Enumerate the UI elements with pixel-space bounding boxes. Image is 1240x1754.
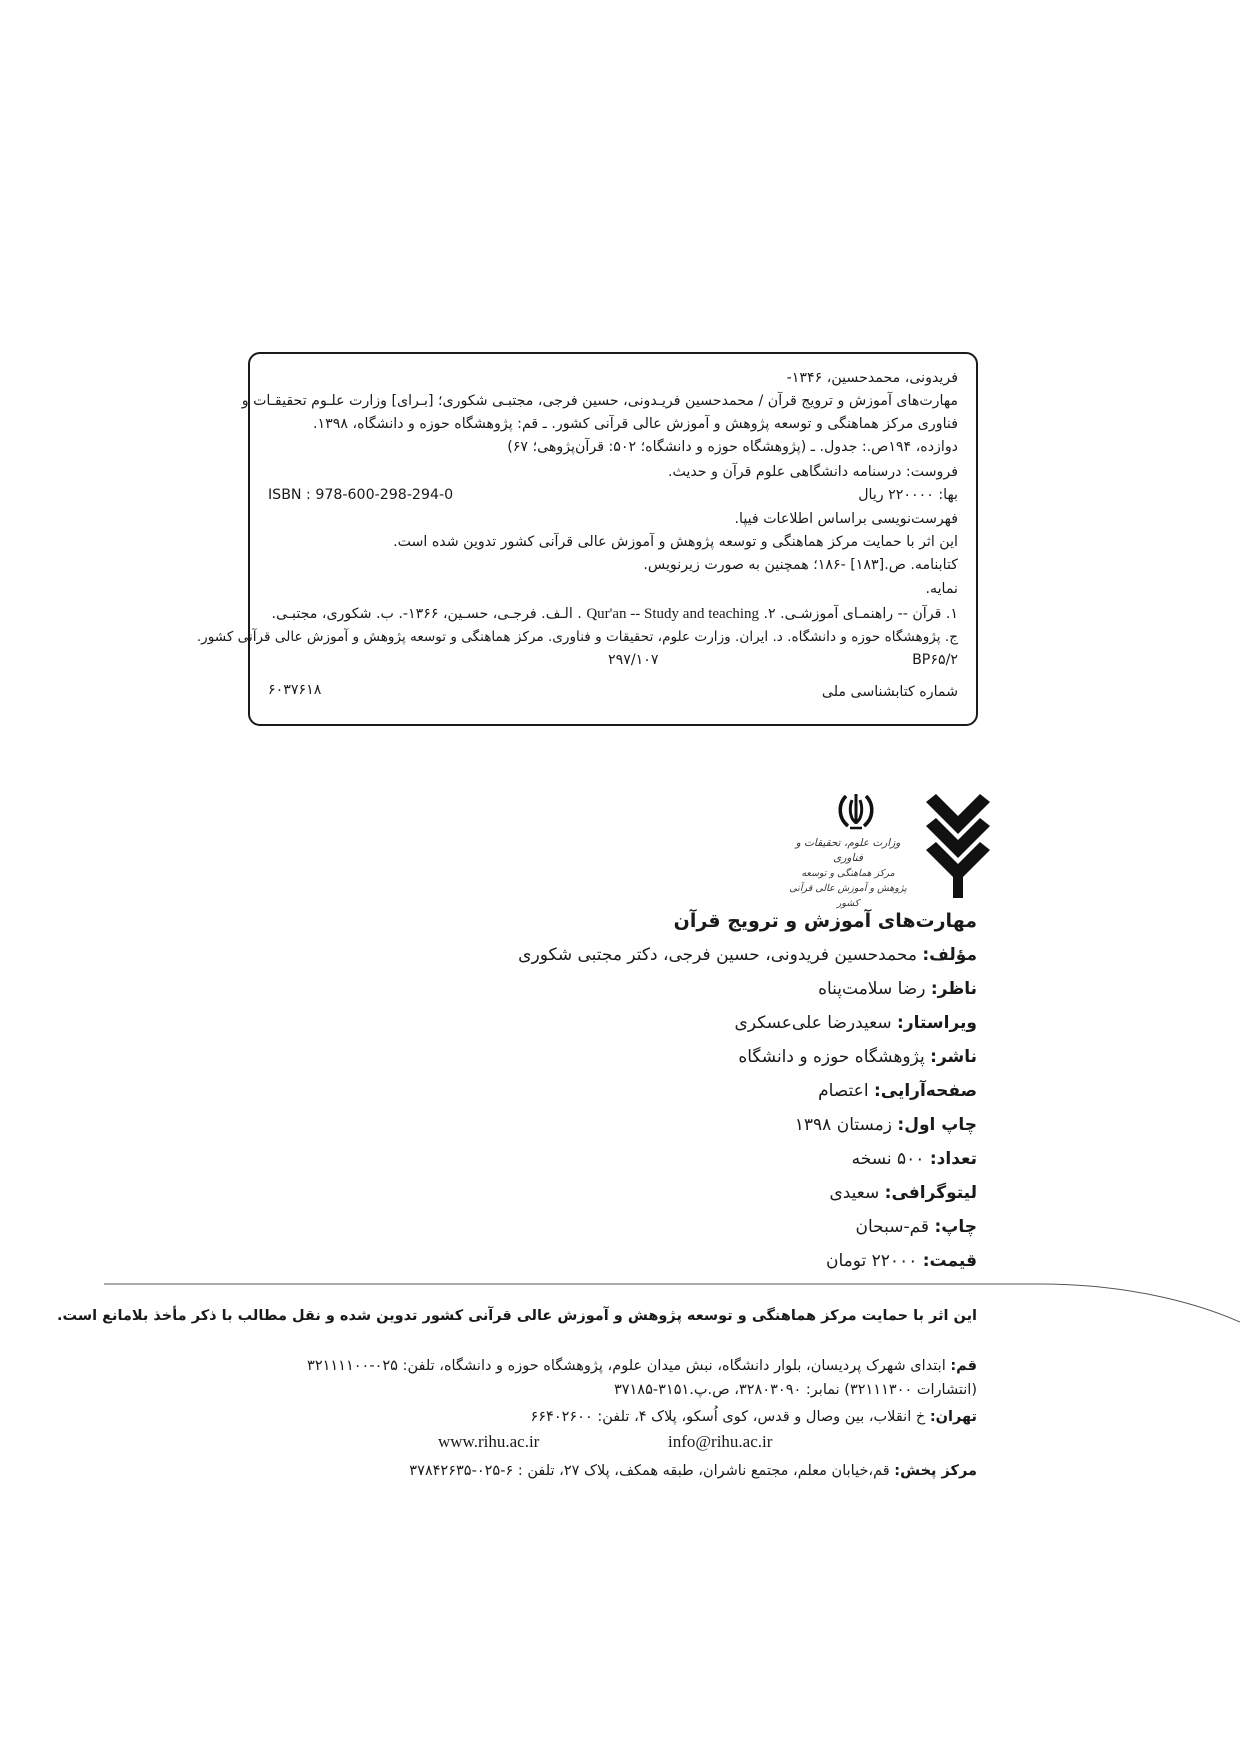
cip-added-entries: . الـف. فرجـی، حسـین، ۱۳۶۶-. ب. شکوری، مجتبـی. — [271, 606, 582, 622]
cataloging-in-publication-box — [196, 352, 978, 726]
qom-contact-line: (انتشارات ۳۲۱۱۱۳۰۰) نمابر: ۳۲۸۰۳۰۹۰، ص.پ.۳۱۵۱-۳۷۱۸۵ — [613, 1382, 977, 1398]
edition-value: زمستان ۱۳۹۸ — [794, 1115, 898, 1135]
publisher-logo-icon — [926, 792, 990, 898]
cip-subject-en: Qur'an -- Study and teaching — [586, 606, 759, 622]
iran-emblem-icon — [836, 790, 876, 832]
cip-imprint-line: فناوری مرکز هماهنگی و توسعه پژوهش و آموزش عالی قرآنی کشور. ـ قم: پژوهشگاه حوزه و دانشگاه، ۱۳۹۸. — [312, 416, 958, 432]
cip-subject-fa: ۱. قرآن -- راهنمـای آموزشـی. ۲. — [763, 606, 958, 622]
center-name: مرکز هماهنگی و توسعه پژوهش و آموزش عالی قرآنی کشور — [789, 868, 907, 909]
edition-row — [795, 1114, 977, 1136]
copies-row — [852, 1148, 977, 1170]
copies-label: تعداد: — [929, 1149, 977, 1169]
email-link[interactable]: info@rihu.ac.ir — [668, 1432, 773, 1451]
printing-row — [855, 1216, 977, 1238]
isbn: ISBN : 978-600-298-294-0 — [268, 487, 454, 503]
cip-support-note: این اثر با حمایت مرکز هماهنگی و توسعه پژوهش و آموزش عالی قرآنی کشور تدوین شده است. — [393, 534, 958, 550]
copies-value: ۵۰۰ نسخه — [851, 1149, 930, 1169]
cip-subjects-line — [268, 604, 958, 624]
qom-label: قم: — [950, 1358, 977, 1374]
cip-fipa-note: فهرست‌نویسی براساس اطلاعات فیپا. — [734, 511, 958, 527]
national-bibliography-number: ۶۰۳۷۶۱۸ — [268, 682, 322, 698]
printing-value: قم-سبحان — [855, 1217, 935, 1237]
ministry-name: وزارت علوم، تحقیقات و فناوری — [795, 837, 901, 864]
tehran-label: تهران: — [929, 1409, 977, 1425]
author-row — [518, 944, 977, 966]
edition-label: چاپ اول: — [897, 1115, 977, 1135]
supervisor-row — [818, 978, 977, 1000]
lithography-row — [829, 1182, 977, 1204]
layout-label: صفحه‌آرایی: — [873, 1081, 977, 1101]
editor-label: ویراستار: — [897, 1013, 977, 1033]
qom-address: ابتدای شهرک پردیسان، بلوار دانشگاه، نبش میدان علوم، پژوهشگاه حوزه و دانشگاه، تلفن: ۰۲۵-۳۲۱۱۱۱۰۰ — [307, 1358, 951, 1374]
dewey-classification: ۲۹۷/۱۰۷ — [608, 652, 659, 668]
publisher-row — [738, 1046, 977, 1068]
printing-label: چاپ: — [934, 1217, 977, 1237]
tehran-address: خ انقلاب، بین وصال و قدس، کوی اُسکو، پلاک ۴، تلفن: ۶۶۴۰۲۶۰۰ — [530, 1409, 930, 1425]
lithography-label: لیتوگرافی: — [884, 1183, 977, 1203]
supervisor-label: ناظر: — [930, 979, 977, 999]
editor-value: سعیدرضا علی‌عسکری — [734, 1013, 898, 1033]
cip-author-line: فریدونی، محمدحسین، ۱۳۴۶- — [786, 370, 958, 386]
cip-price: بها: ۲۲۰۰۰۰ ریال — [858, 487, 958, 503]
distribution-row — [409, 1461, 977, 1481]
cip-bibliography-note: کتابنامه. ص.[۱۸۳] -۱۸۶؛ همچنین به صورت زیرنویس. — [643, 557, 958, 573]
cip-collation-line: دوازده، ۱۹۴ص.: جدول. ـ (پژوهشگاه حوزه و دانشگاه؛ ۵۰۲: قرآن‌پژوهی؛ ۶۷) — [507, 439, 958, 455]
layout-value: اعتصام — [818, 1081, 874, 1101]
author-label: مؤلف: — [922, 945, 977, 965]
cip-series-line: فروست: درسنامه دانشگاهی علوم قرآن و حدیث. — [667, 464, 958, 480]
copyright-support-note: این اثر با حمایت مرکز هماهنگی و توسعه پژوهش و آموزش عالی قرآنی کشور تدوین شده و نقل مطالب با ذکر مأخذ بلامانع است. — [57, 1308, 977, 1324]
layout-row — [818, 1080, 977, 1102]
author-value: محمدحسین فریدونی، حسین فرجی، دکتر مجتبی شکوری — [518, 945, 923, 965]
cip-corporate-entries: ج. پژوهشگاه حوزه و دانشگاه. د. ایران. وزارت علوم، تحقیقات و فناوری. مرکز هماهنگی و توسعه پژوهش و آموزش عالی قرآنی کشور. — [196, 629, 958, 645]
price-row — [826, 1250, 977, 1272]
supervisor-value: رضا سلامت‌پناه — [818, 979, 931, 999]
tehran-address-row — [530, 1407, 977, 1427]
distribution-address: قم،خیابان معلم، مجتمع ناشران، طبقه همکف، پلاک ۲۷، تلفن : ۶-۰۲۵-۳۷۸۴۲۶۳۵ — [409, 1463, 895, 1479]
national-bibliography-label: شماره کتابشناسی ملی — [821, 684, 958, 700]
price-value: ۲۲۰۰۰ تومان — [825, 1251, 923, 1271]
price-label: قیمت: — [922, 1251, 977, 1271]
ministry-logo-text — [788, 836, 908, 911]
lc-classification: BP۶۵/۲ — [912, 652, 958, 668]
cip-index-note: نمایه. — [925, 581, 958, 597]
editor-row — [735, 1012, 977, 1034]
qom-address-row — [307, 1356, 977, 1376]
publisher-label: ناشر: — [930, 1047, 977, 1067]
distribution-label: مرکز پخش: — [894, 1463, 977, 1479]
lithography-value: سعیدی — [829, 1183, 885, 1203]
cip-title-line: مهارت‌های آموزش و ترویج قرآن / محمدحسین فریـدونی، حسین فرجی، مجتبـی شکوری؛ [بـرای] وزارت علـوم تحقیقـات و — [241, 393, 958, 409]
website-link[interactable]: www.rihu.ac.ir — [438, 1432, 540, 1451]
publisher-value: پژوهشگاه حوزه و دانشگاه — [738, 1047, 931, 1067]
book-title: مهارت‌های آموزش و ترویج قرآن — [673, 910, 977, 932]
